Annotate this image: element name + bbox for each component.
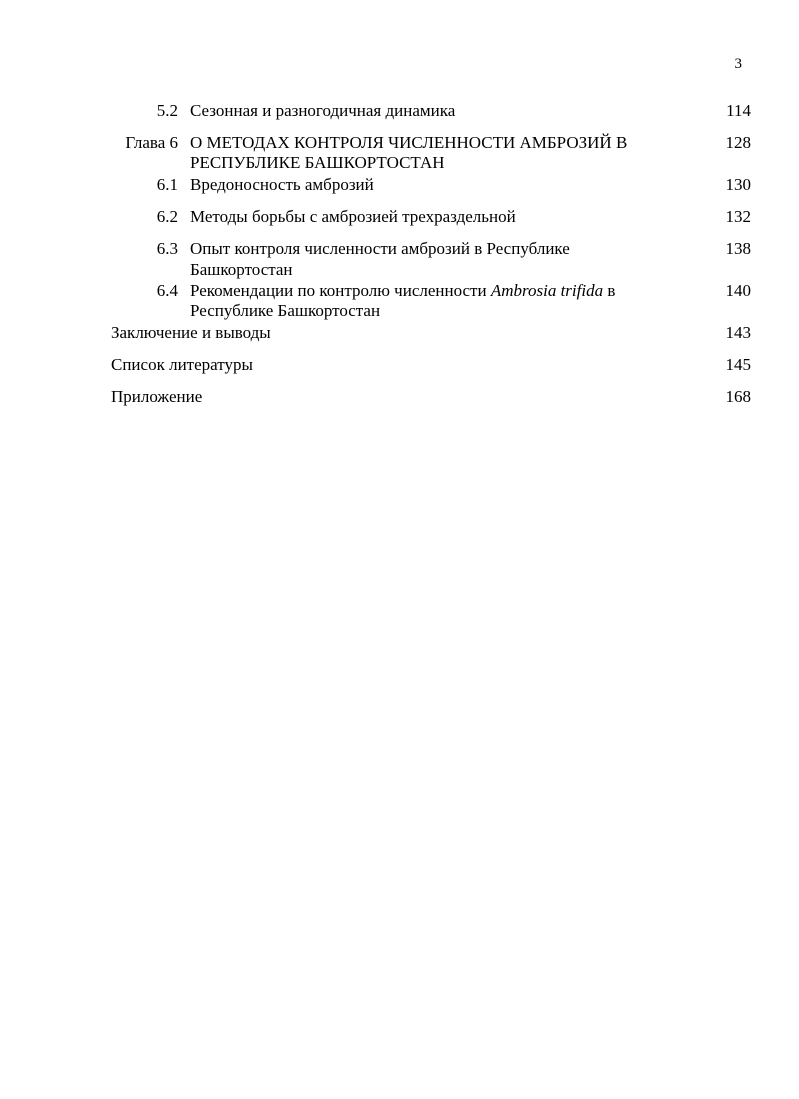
toc-entry-title: Сезонная и разногодичная динамика — [190, 101, 456, 120]
toc-entry-title: Опыт контроля численности амброзий в Республике — [190, 239, 570, 258]
toc-entry-page: 114 — [726, 101, 751, 120]
toc-entry-number: 6.3 — [156, 239, 178, 258]
toc-entry-title — [190, 280, 690, 301]
toc-entry-title-continued: Башкортостан — [190, 260, 293, 279]
toc-entry-page: 130 — [725, 175, 751, 194]
toc-entry-number: 6.4 — [156, 281, 178, 300]
toc-entry-number: Глава 6 — [125, 133, 178, 152]
species-name: Ambrosia trifida — [490, 281, 604, 300]
toc-entry-page: 140 — [725, 281, 751, 300]
toc-entry-title: О МЕТОДАХ КОНТРОЛЯ ЧИСЛЕННОСТИ АМБРОЗИЙ В — [190, 133, 628, 152]
toc-entry-title: Список литературы — [111, 355, 253, 374]
toc-entry-number: 6.2 — [156, 207, 178, 226]
toc-entry-page: 128 — [725, 133, 751, 152]
toc-entry-number: 6.1 — [156, 175, 178, 194]
toc-entry-page: 145 — [725, 355, 751, 374]
page-number: 3 — [734, 56, 742, 72]
toc-entry-page: 138 — [725, 239, 751, 258]
toc-entry-page: 168 — [725, 387, 751, 406]
toc-entry-title: Методы борьбы с амброзией трехраздельной — [190, 207, 516, 226]
toc-entry-title: Вредоносность амброзий — [190, 175, 374, 194]
toc-entry-number: 5.2 — [156, 101, 178, 120]
toc-entry-title: Заключение и выводы — [111, 323, 271, 342]
toc-entry-title-continued: РЕСПУБЛИКЕ БАШКОРТОСТАН — [190, 153, 445, 172]
toc-entry-title-text: Рекомендации по контролю численности — [190, 281, 491, 300]
toc-entry-title: Приложение — [111, 387, 203, 406]
toc-entry-title-continued: Республике Башкортостан — [190, 301, 381, 320]
toc-entry-page: 132 — [725, 207, 751, 226]
toc-entry-page: 143 — [725, 323, 751, 342]
toc-entry-title-text: в — [603, 281, 616, 300]
